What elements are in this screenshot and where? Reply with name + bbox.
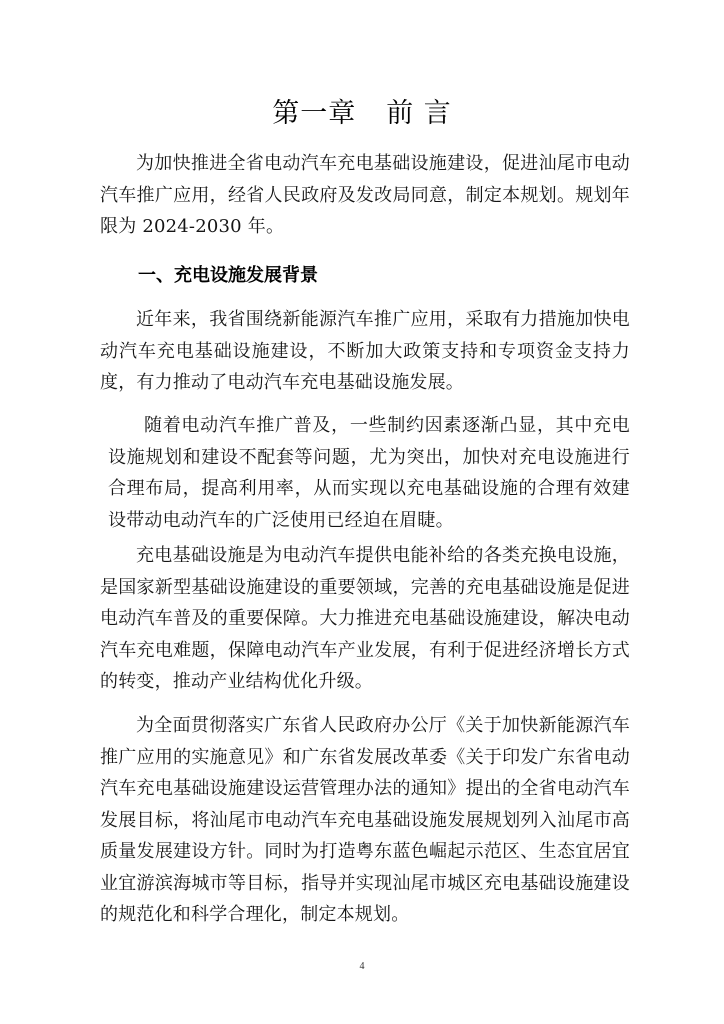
paragraph-policy: 为全面贯彻落实广东省人民政府办公厅《关于加快新能源汽车推广应用的实施意见》和广东省发展改革委《关于印发广东省电动汽车充电基础设施建设运营管理办法的通知》提出的全省电动汽车发展目标，将汕尾市电动汽车充电基础设施发展规划列入汕尾市高质量发展建设方针。同时为打造粤东蓝色崛起示范区、生态宜居宜业宜游滨海城市等目标，指导并实现汕尾市城区充电基础设施建设的规范化和科学合理化，制定本规划。 [100, 715, 630, 925]
paragraph-intro: 为加快推进全省电动汽车充电基础设施建设，促进汕尾市电动汽车推广应用，经省人民政府及发改局同意，制定本规划。规划年限为 2024-2030 年。 [100, 153, 630, 237]
chapter-title [0, 96, 724, 132]
paragraph-infrastructure: 充电基础设施是为电动汽车提供电能补给的各类充换电设施，是国家新型基础设施建设的重要领域，完善的充电基础设施是促进电动汽车普及的重要保障。大力推进充电基础设施建设，解决电动汽车充电难题，保障电动汽车产业发展，有利于促进经济增长方式的转变，推动产业结构优化升级。 [100, 545, 630, 692]
chapter-name: 前 言 [386, 98, 452, 129]
paragraph-constraints: 随着电动汽车推广普及，一些制约因素逐渐凸显，其中充电设施规划和建设不配套等问题，尤为突出，加快对充电设施进行合理布局，提高利用率，从而实现以充电基础设施的合理有效建设带动电动汽车的广泛使用已经迫在眉睫。 [108, 415, 630, 531]
page-number: 4 [359, 961, 365, 972]
section-heading: 一、充电设施发展背景 [138, 265, 318, 286]
chapter-number: 第一章 [272, 98, 357, 129]
paragraph-background: 近年来，我省围绕新能源汽车推广应用，采取有力措施加快电动汽车充电基础设施建设，不断加大政策支持和专项资金支持力度，有力推动了电动汽车充电基础设施发展。 [100, 309, 630, 393]
